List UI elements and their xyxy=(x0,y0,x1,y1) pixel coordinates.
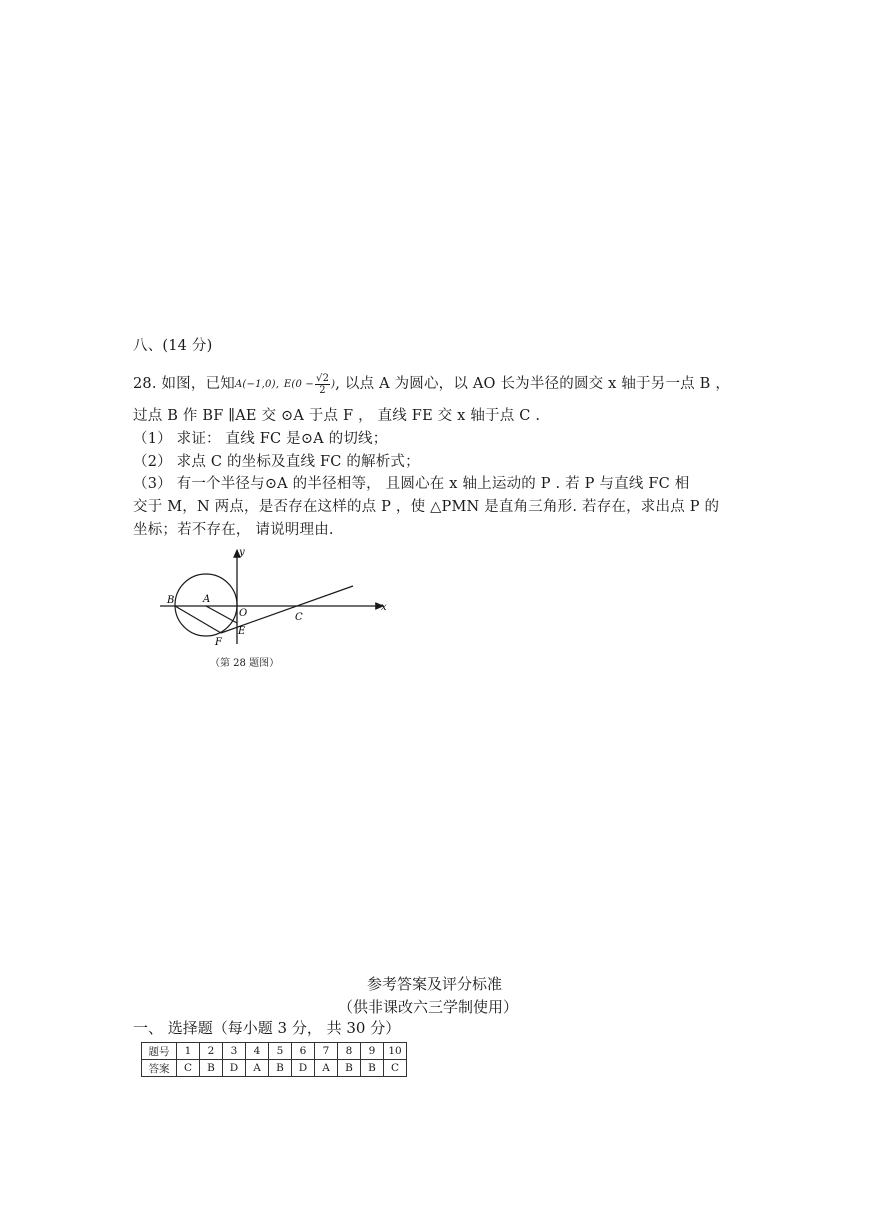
answers-subtitle: （供非课改六三学制使用） xyxy=(338,998,519,1016)
label-o: O xyxy=(239,608,248,619)
question-part-1: （1） 求证： 直线 FC 是⊙A 的切线； xyxy=(133,431,388,447)
coordinate-separator: , xyxy=(275,378,280,390)
figure-caption: （第 28 题图） xyxy=(210,658,280,669)
table-cell: 5 xyxy=(269,1043,292,1060)
circle-a xyxy=(175,574,237,636)
table-head-answer: 答案 xyxy=(142,1060,177,1077)
fraction-numerator: √2 xyxy=(316,372,330,384)
table-cell: C xyxy=(177,1060,200,1077)
table-cell: D xyxy=(292,1060,315,1077)
question-line-2: 过点 B 作 BF ∥AE 交 ⊙A 于点 F ， 直线 FE 交 x 轴于点 C . xyxy=(133,408,541,424)
table-row-answers xyxy=(142,1060,407,1077)
label-e: E xyxy=(238,626,246,637)
table-cell: 10 xyxy=(384,1043,407,1060)
table-cell: A xyxy=(315,1060,338,1077)
part-one-heading: 一、 选择题（每小题 3 分， 共 30 分） xyxy=(133,1019,401,1037)
table-cell: B xyxy=(269,1060,292,1077)
point-a-coordinate: A(−1,0) xyxy=(234,378,276,390)
table-cell: 2 xyxy=(200,1043,223,1060)
question-part-3-end: 坐标；若不存在， 请说明理由. xyxy=(133,522,334,538)
table-cell: D xyxy=(223,1060,246,1077)
point-e-prefix: E(0 − xyxy=(283,378,315,390)
label-b: B xyxy=(167,595,175,606)
table-cell: 9 xyxy=(361,1043,384,1060)
section-heading: 八、(14 分) xyxy=(133,338,213,354)
question-part-3-cont: 交于 M，N 两点，是否存在这样的点 P ，使 △PMN 是直角三角形. 若存在，求出点 P 的 xyxy=(133,499,720,515)
question-line-1-rest: , 以点 A 为圆心，以 AO 长为半径的圆交 x 轴于另一点 B ， xyxy=(335,376,731,392)
table-cell: A xyxy=(246,1060,269,1077)
table-cell: 3 xyxy=(223,1043,246,1060)
label-x: x xyxy=(381,602,387,613)
label-a: A xyxy=(203,594,211,605)
table-cell: 4 xyxy=(246,1043,269,1060)
table-cell: C xyxy=(384,1060,407,1077)
point-e-coordinate xyxy=(284,373,335,396)
table-row-numbers xyxy=(142,1043,407,1060)
answers-title: 参考答案及评分标准 xyxy=(366,975,502,993)
fraction-denominator: 2 xyxy=(319,384,326,396)
table-cell: 6 xyxy=(292,1043,315,1060)
label-y: y xyxy=(239,547,245,558)
table-cell: 1 xyxy=(177,1043,200,1060)
question-part-2: （2） 求点 C 的坐标及直线 FC 的解析式； xyxy=(133,454,420,470)
sqrt2-over-2-fraction xyxy=(315,373,330,396)
question-number-prefix: 28. 如图，已知 xyxy=(133,376,235,392)
table-head-number: 题号 xyxy=(142,1043,177,1060)
question-line-1 xyxy=(133,372,730,396)
table-cell: B xyxy=(338,1060,361,1077)
label-f: F xyxy=(215,637,222,648)
answer-table xyxy=(141,1042,407,1077)
table-cell: B xyxy=(361,1060,384,1077)
label-c: C xyxy=(295,612,303,623)
table-cell: 8 xyxy=(338,1043,361,1060)
table-cell: B xyxy=(200,1060,223,1077)
segment-ae xyxy=(206,606,237,623)
table-cell: 7 xyxy=(315,1043,338,1060)
point-e-suffix: ) xyxy=(331,378,336,390)
question-part-3: （3） 有一个半径与⊙A 的半径相等， 且圆心在 x 轴上运动的 P . 若 P 与直线 FC 相 xyxy=(133,476,690,492)
